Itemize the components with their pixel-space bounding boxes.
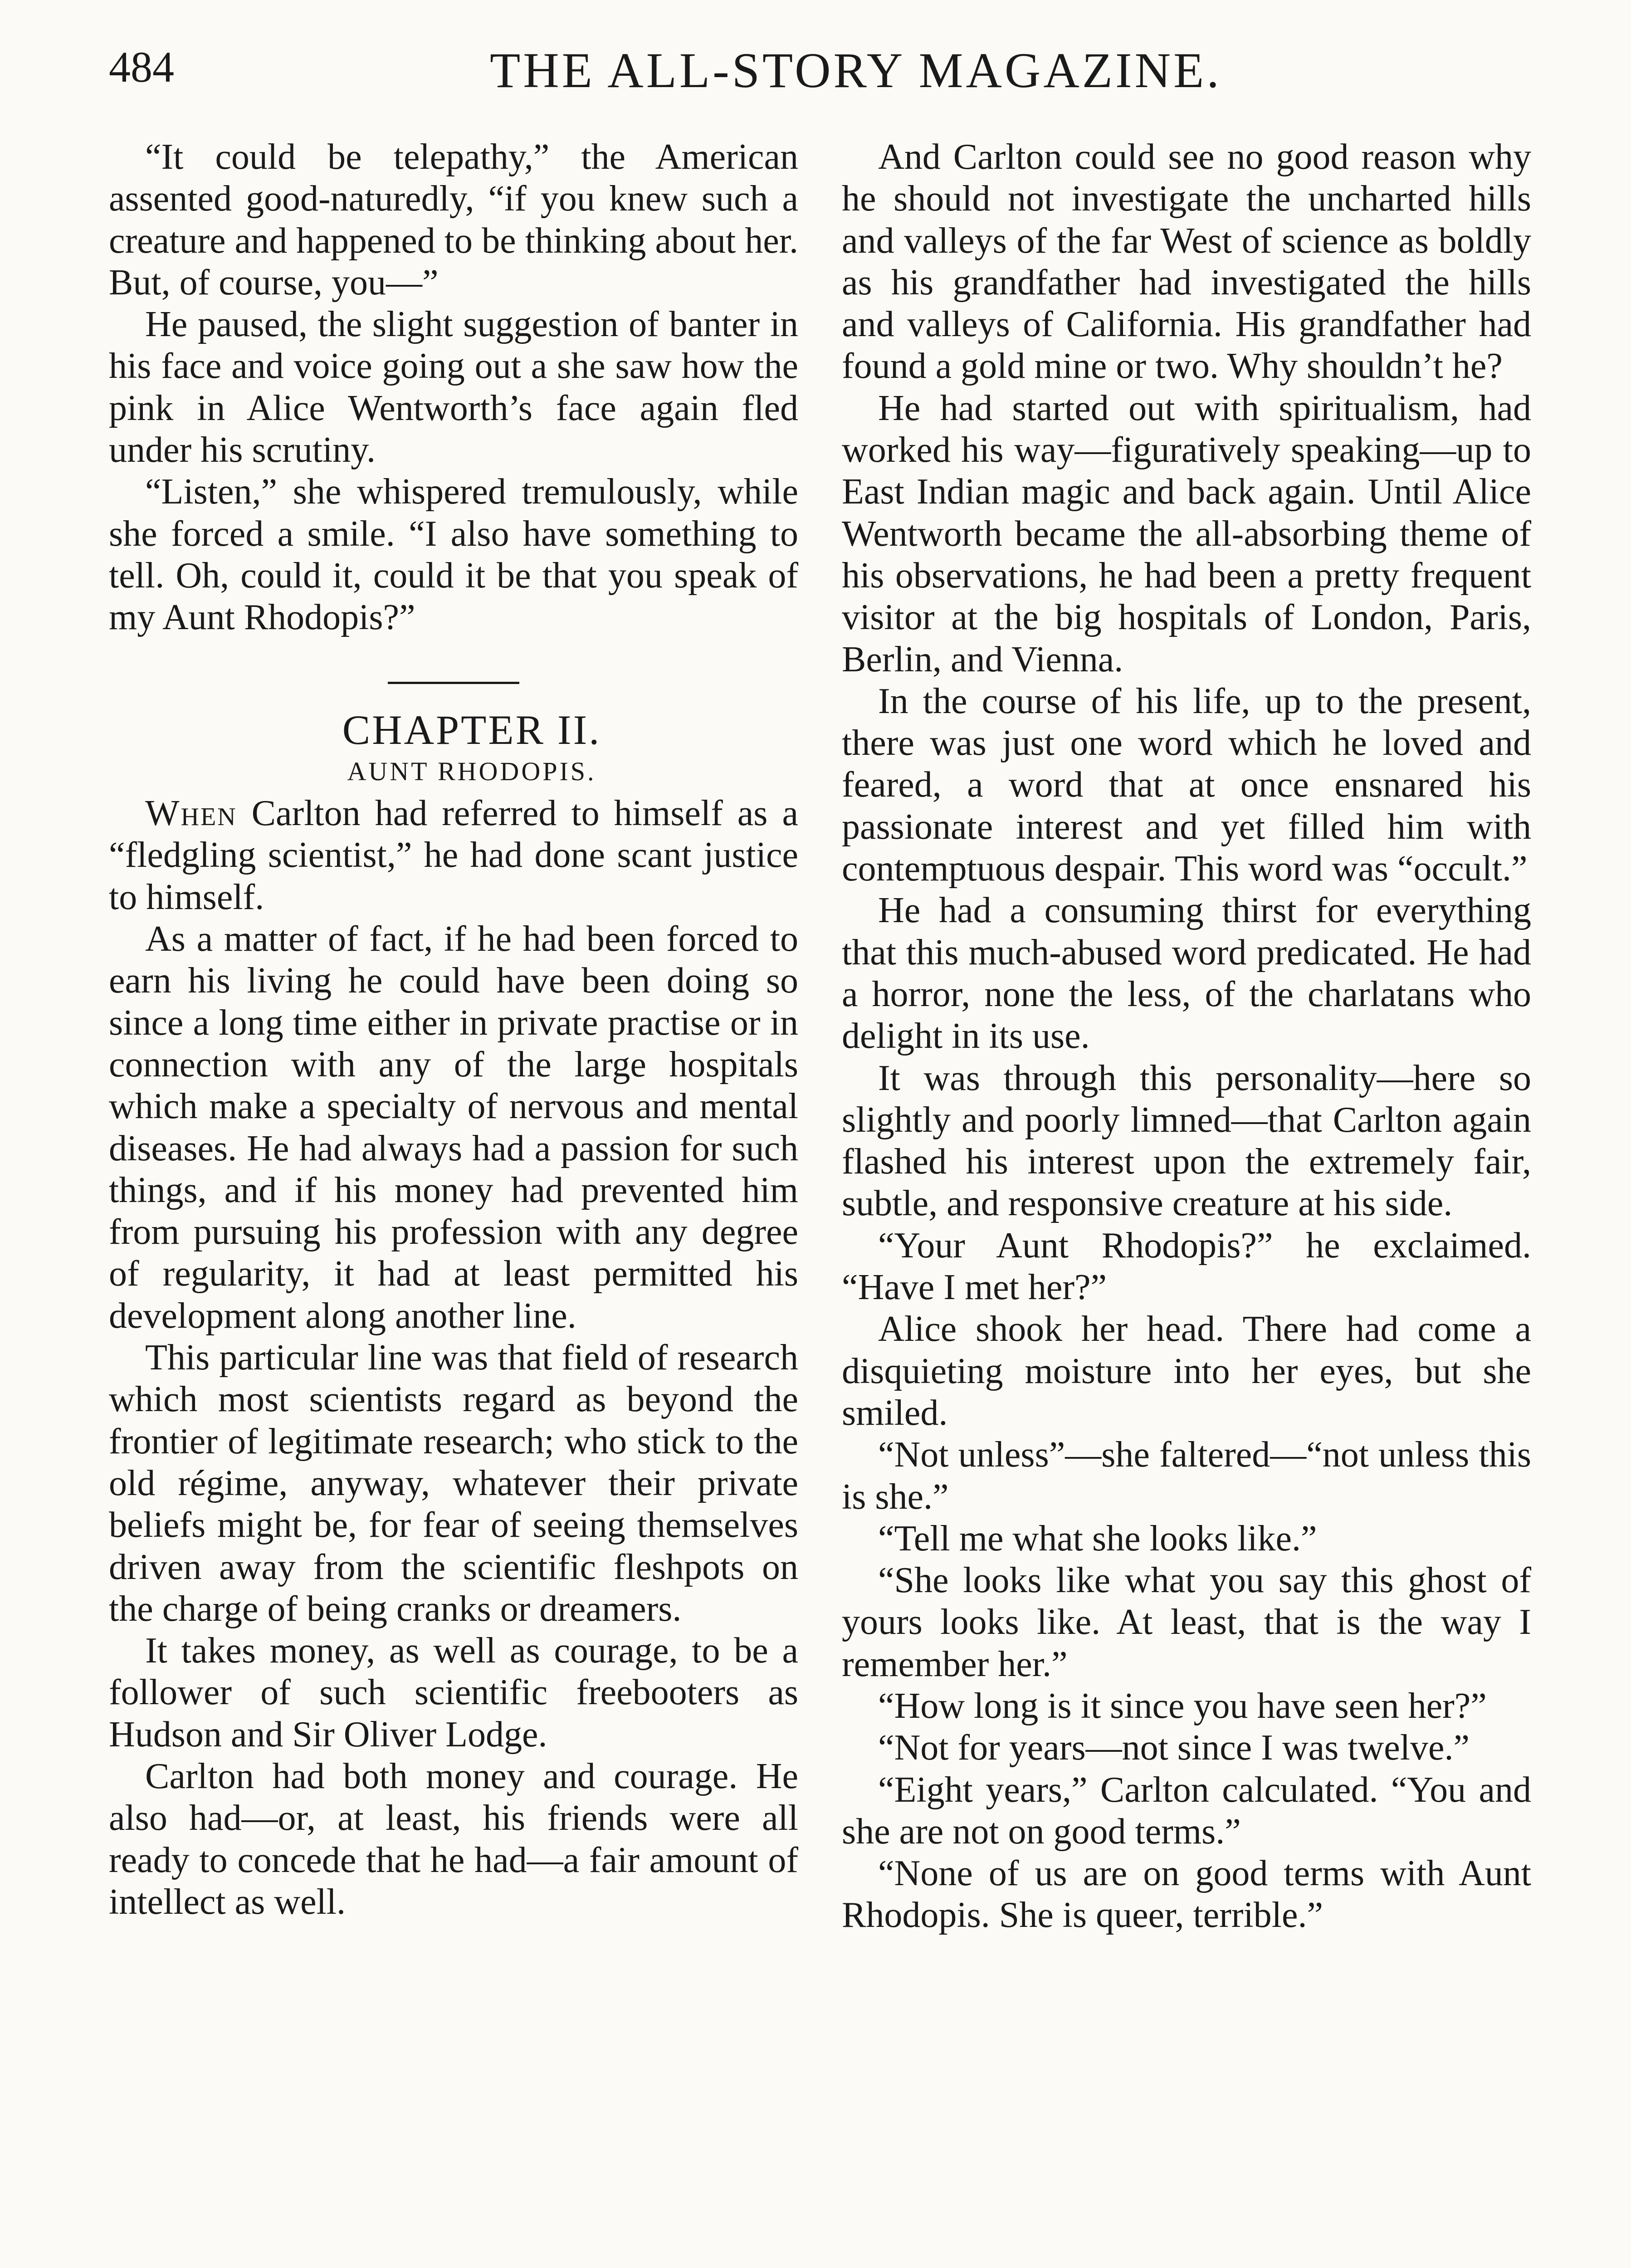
paragraph: “It could be telepathy,” the American assented good-naturedly, “if you knew such a creature and happened to be thinking about her. But, of course, you—” (109, 137, 798, 303)
chapter-opening-paragraph (109, 792, 798, 918)
paragraph: He had started out with spiritualism, had worked his way—figuratively speaking—up to East Indian magic and back again. Until Alice Wentworth became the all-absorbing theme of his observations, he had been a pretty frequent visitor at the big hospitals of London, Paris, Berlin, and Vienna. (842, 388, 1531, 679)
opening-word: When (145, 793, 237, 834)
paragraph: “Not for years—not since I was twelve.” (878, 1728, 1470, 1768)
page-number: 484 (109, 43, 174, 91)
paragraph: He had a consuming thirst for everything that this much-abused word predicated. He had a horror, none the less, of the charlatans who delight in its use. (842, 890, 1531, 1056)
opening-text: Carlton had referred to himself as a “fledgling scientist,” he had done scant justice to himself. (109, 793, 798, 917)
paragraph: It takes money, as well as courage, to be a follower of such scientific freebooters as Hudson and Sir Oliver Lodge. (109, 1631, 798, 1755)
paragraph: “Tell me what she looks like.” (878, 1518, 1317, 1559)
paragraph: Carlton had both money and courage. He also had—or, at least, his friends were all ready to concede that he had—a fair amount of intellect as well. (109, 1756, 798, 1922)
paragraph: “None of us are on good terms with Aunt Rhodopis. She is queer, terrible.” (842, 1853, 1531, 1936)
right-column (842, 136, 1531, 1936)
paragraph: And Carlton could see no good reason why he should not investigate the uncharted hills and valleys of the far West of science as boldly as his grandfather had investigated the hills and valleys of California. His grandfather had found a gold mine or two. Why shouldn’t he? (842, 137, 1531, 386)
paragraph: “She looks like what you say this ghost of yours looks like. At least, that is the way I remember her.” (842, 1560, 1531, 1684)
paragraph: As a matter of fact, if he had been forced to earn his living he could have been doing so since a long time either in private practise or in connection with any of the large hospitals which make a specialty of nervous and mental diseases. He had always had a passion for such things, and if his money had prevented him from pursuing his profession with any degree of regularity, it had at least permitted his development along another line. (109, 919, 798, 1336)
running-title: THE ALL-STORY MAGAZINE. (490, 43, 1222, 98)
chapter-subheading: AUNT RHODOPIS. (347, 756, 596, 786)
paragraph: He paused, the slight suggestion of banter in his face and voice going out a she saw how the pink in Alice Wentworth’s face again fled under his scrutiny. (109, 304, 798, 470)
paragraph: “Listen,” she whispered tremulously, while she forced a smile. “I also have something to tell. Oh, could it, could it be that you speak of my Aunt Rhodopis?” (109, 472, 798, 638)
paragraph: “Eight years,” Carlton calculated. “You and she are not on good terms.” (842, 1769, 1531, 1852)
paragraph: This particular line was that field of research which most scientists regard as beyond the frontier of legitimate research; who stick to the old régime, anyway, whatever their private beliefs might be, for fear of seeing themselves driven away from the scientific fleshpots on the charge of being cranks or dreamers. (109, 1338, 798, 1629)
paragraph: In the course of his life, up to the present, there was just one word which he loved and feared, a word that at once ensnared his passionate interest and yet filled him with contemptuous despair. This word was “occult.” (842, 681, 1531, 889)
left-column (109, 136, 798, 1923)
page-header (0, 42, 1631, 105)
section-divider (388, 682, 519, 684)
chapter-heading: CHAPTER II. (342, 706, 601, 753)
paragraph: “Not unless”—she faltered—“not unless this is she.” (842, 1435, 1531, 1517)
paragraph: “How long is it since you have seen her?” (878, 1686, 1487, 1726)
paragraph: “Your Aunt Rhodopis?” he exclaimed. “Have I met her?” (842, 1225, 1531, 1308)
paragraph: It was through this personality—here so slightly and poorly limned—that Carlton again flashed his interest upon the extremely fair, subtle, and responsive creature at his side. (842, 1058, 1531, 1224)
paragraph: Alice shook her head. There had come a disquieting moisture into her eyes, but she smiled. (842, 1309, 1531, 1433)
